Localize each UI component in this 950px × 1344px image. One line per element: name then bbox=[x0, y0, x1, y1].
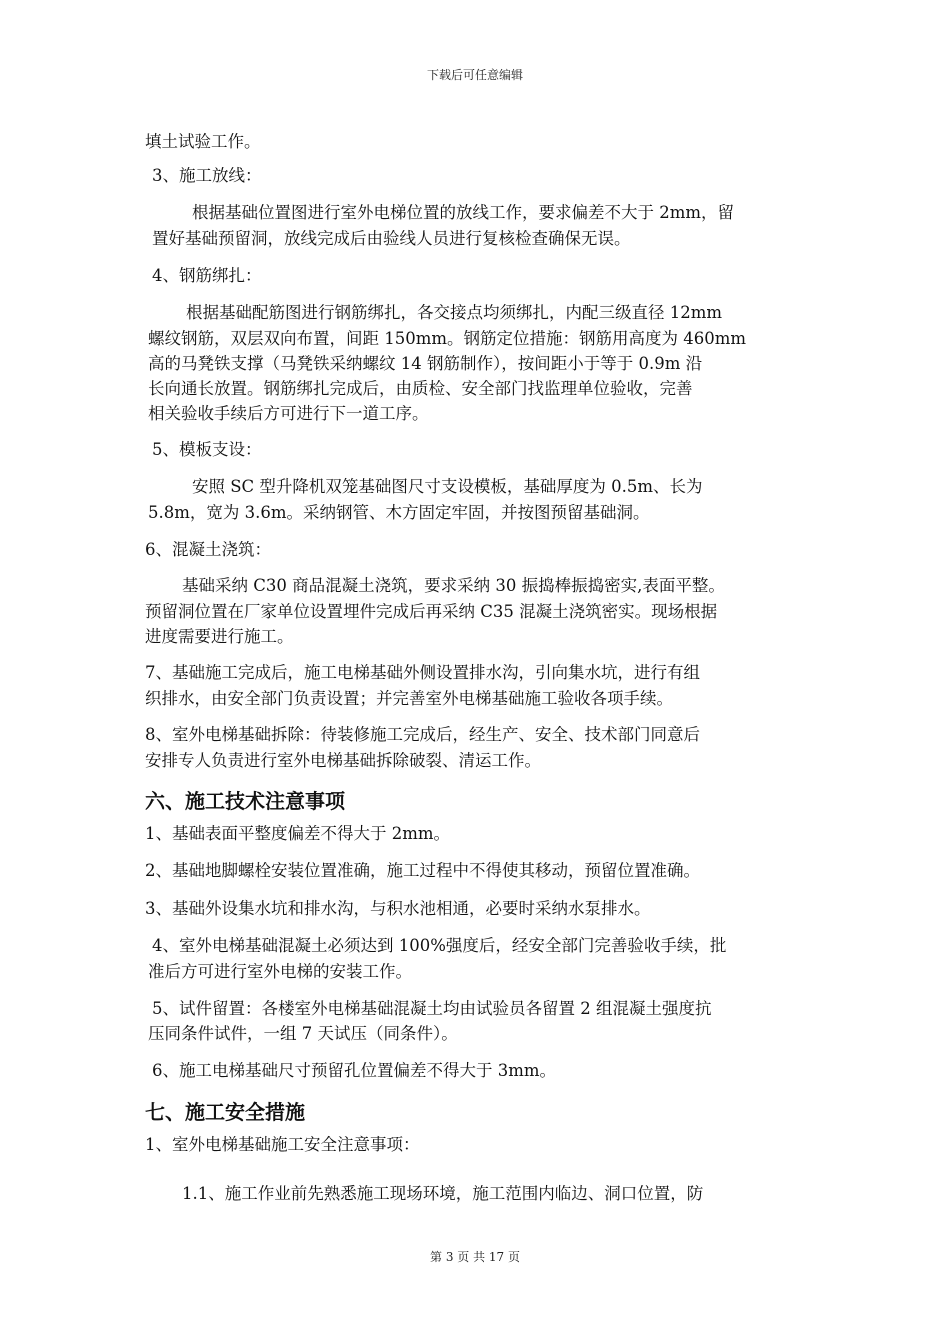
list-item: 5、试件留置：各楼室外电梯基础混凝土均由试验员各留置 2 组混凝土强度抗 bbox=[152, 999, 712, 1018]
paragraph-line: 7、基础施工完成后，施工电梯基础外侧设置排水沟，引向集水坑，进行有组 bbox=[145, 663, 700, 682]
section-label: 6、混凝土浇筑： bbox=[145, 540, 271, 559]
section-label: 5、模板支设： bbox=[152, 440, 262, 459]
list-item: 1、基础表面平整度偏差不得大于 2mm。 bbox=[145, 824, 451, 843]
list-item: 2、基础地脚螺栓安装位置准确，施工过程中不得使其移动，预留位置准确。 bbox=[145, 861, 700, 880]
paragraph-line: 螺纹钢筋，双层双向布置，间距 150mm。钢筋定位措施：钢筋用高度为 460mm bbox=[148, 329, 747, 348]
paragraph-line: 相关验收手续后方可进行下一道工序。 bbox=[148, 404, 429, 423]
section-heading: 六、施工技术注意事项 bbox=[145, 789, 345, 813]
list-item: 3、基础外设集水坑和排水沟，与积水池相通，必要时采纳水泵排水。 bbox=[145, 899, 651, 918]
paragraph-line: 根据基础位置图进行室外电梯位置的放线工作，要求偏差不大于 2mm，留 bbox=[192, 203, 735, 222]
paragraph-line: 预留洞位置在厂家单位设置埋件完成后再采纳 C35 混凝土浇筑密实。现场根据 bbox=[145, 602, 718, 621]
list-item-continued: 压同条件试件，一组 7 天试压（同条件）。 bbox=[148, 1024, 458, 1043]
paragraph-line: 安照 SC 型升降机双笼基础图尺寸支设模板，基础厚度为 0.5m、长为 bbox=[192, 477, 703, 496]
paragraph-line: 1.1、施工作业前先熟悉施工现场环境，施工范围内临边、洞口位置，防 bbox=[182, 1184, 704, 1203]
page-footer: 第 3 页 共 17 页 bbox=[430, 1250, 520, 1264]
paragraph-line: 高的马凳铁支撑（马凳铁采纳螺纹 14 钢筋制作），按间距小于等于 0.9m 沿 bbox=[148, 354, 703, 373]
paragraph-line: 置好基础预留洞，放线完成后由验线人员进行复核检查确保无误。 bbox=[152, 229, 631, 248]
section-label: 3、施工放线： bbox=[152, 166, 262, 185]
page-header: 下载后可任意编辑 bbox=[426, 68, 523, 82]
section-heading: 七、施工安全措施 bbox=[145, 1100, 305, 1124]
list-item: 1、室外电梯基础施工安全注意事项： bbox=[145, 1135, 420, 1154]
paragraph-line: 5.8m，宽为 3.6m。采纳钢管、木方固定牢固，并按图预留基础洞。 bbox=[148, 503, 650, 522]
list-item: 6、施工电梯基础尺寸预留孔位置偏差不得大于 3mm。 bbox=[152, 1061, 557, 1080]
list-item-continued: 准后方可进行室外电梯的安装工作。 bbox=[148, 962, 412, 981]
paragraph-line: 进度需要进行施工。 bbox=[145, 627, 294, 646]
paragraph-line: 安排专人负责进行室外电梯基础拆除破裂、清运工作。 bbox=[145, 751, 541, 770]
paragraph-line: 填土试验工作。 bbox=[145, 132, 261, 151]
list-item: 4、室外电梯基础混凝土必须达到 100%强度后，经安全部门完善验收手续，批 bbox=[152, 936, 727, 955]
paragraph-line: 长向通长放置。钢筋绑扎完成后，由质检、安全部门找监理单位验收，完善 bbox=[148, 379, 693, 398]
paragraph-line: 织排水，由安全部门负责设置；并完善室外电梯基础施工验收各项手续。 bbox=[145, 689, 673, 708]
section-label: 4、钢筋绑扎： bbox=[152, 266, 262, 285]
paragraph-line: 8、室外电梯基础拆除：待装修施工完成后，经生产、安全、技术部门同意后 bbox=[145, 725, 700, 744]
paragraph-line: 根据基础配筋图进行钢筋绑扎，各交接点均须绑扎，内配三级直径 12mm bbox=[186, 303, 723, 322]
paragraph-line: 基础采纳 C30 商品混凝土浇筑，要求采纳 30 振捣棒振捣密实,表面平整。 bbox=[182, 576, 725, 595]
